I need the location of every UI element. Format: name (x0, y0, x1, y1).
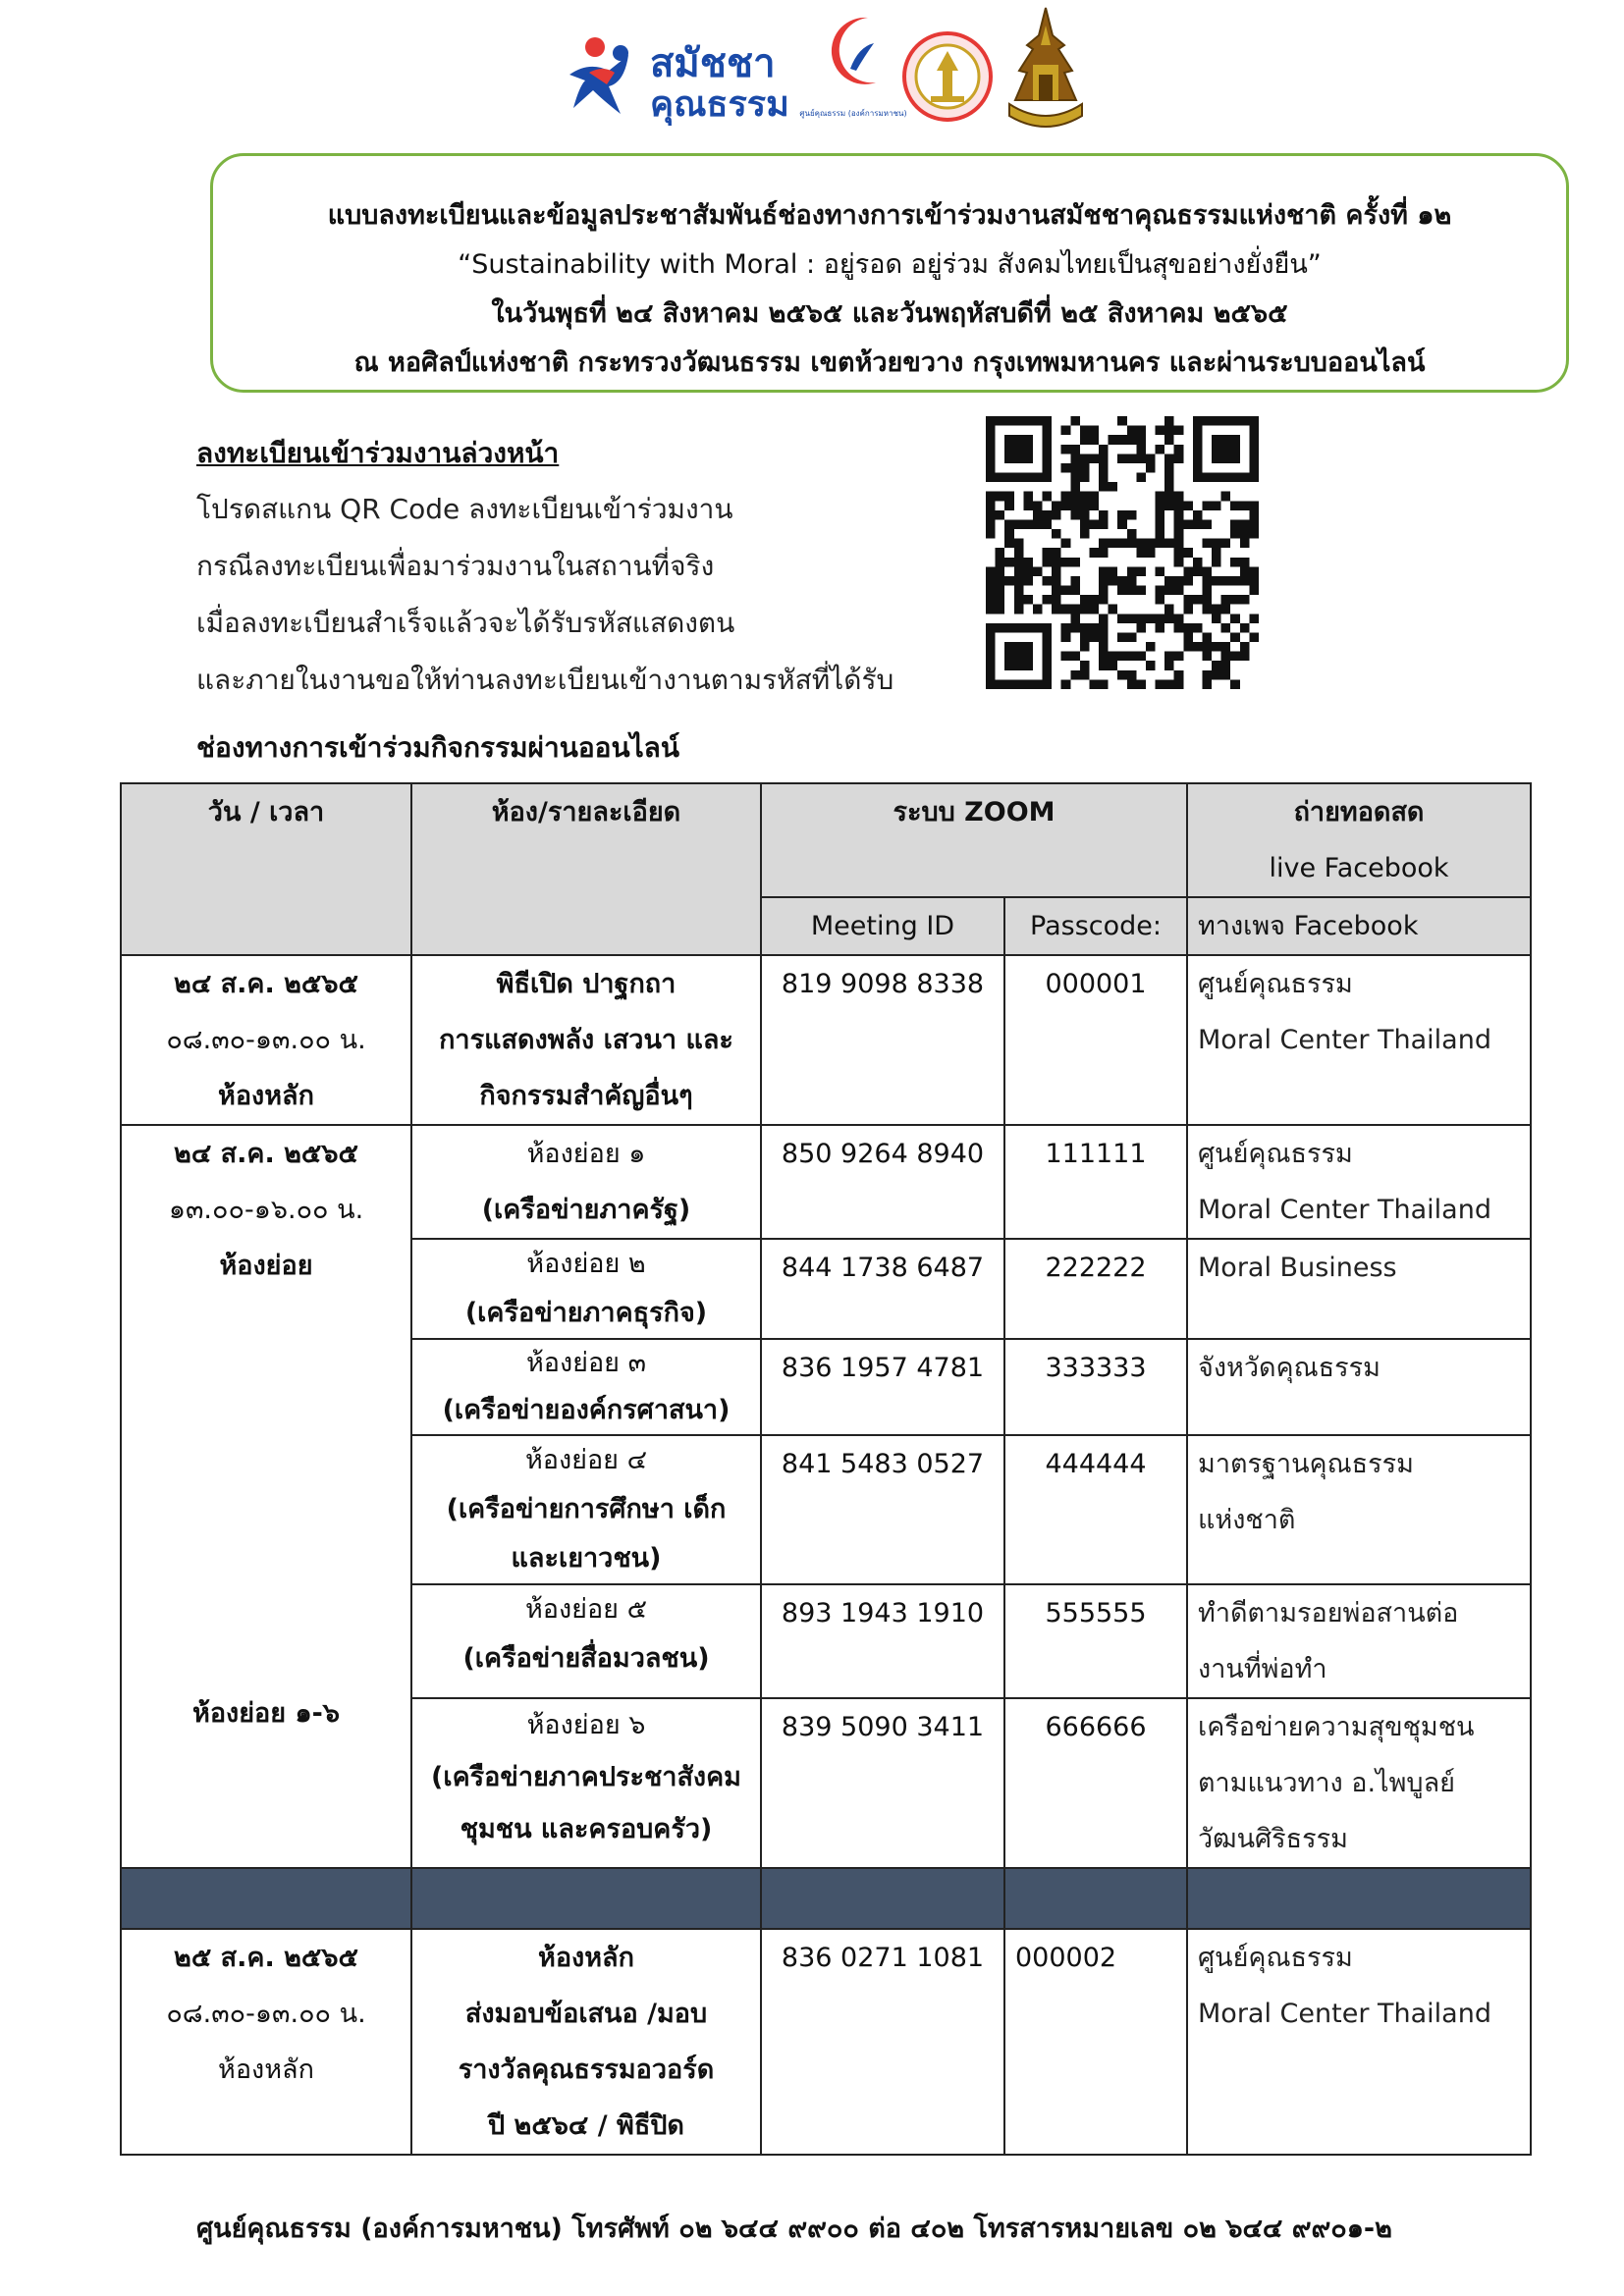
registration-line: โปรดสแกน QR Code ลงทะเบียนเข้าร่วมงาน (196, 493, 733, 525)
room-detail: (เครือข่ายการศึกษา เด็ก (446, 1494, 727, 1524)
passcode[interactable]: 000002 (1004, 1929, 1187, 2155)
room-line: การแสดงพลัง เสวนา และ (439, 1025, 733, 1055)
facebook-page-cell (1187, 1584, 1531, 1698)
table-row (121, 955, 1531, 1125)
facebook-page-link[interactable]: Moral Center Thailand (1198, 1025, 1491, 1055)
day1-sub-date: ๒๔ ส.ค. ๒๕๖๕ (174, 1139, 358, 1169)
meeting-id[interactable]: 836 1957 4781 (761, 1339, 1004, 1435)
culture-ministry-seal (901, 26, 994, 133)
room-line: กิจกรรมสำคัญอื่นๆ (479, 1081, 693, 1111)
crescent-icon (832, 18, 876, 84)
room-line: ห้องหลัก (538, 1943, 634, 1973)
facebook-page-link[interactable]: งานที่พ่อทำ (1198, 1654, 1327, 1684)
room-cell (411, 1584, 761, 1698)
moral-center-logo (799, 10, 907, 139)
facebook-page-link[interactable]: Moral Business (1198, 1253, 1397, 1283)
passcode[interactable]: 444444 (1004, 1435, 1187, 1584)
day1-sub-venue: ห้องย่อย (219, 1251, 313, 1281)
people-star-icon (569, 37, 628, 114)
day1-main-date: ๒๔ ส.ค. ๒๕๖๕ (174, 969, 358, 999)
logo-bar (560, 6, 1110, 143)
room-name: ห้องย่อย ๑ (526, 1139, 646, 1169)
samacha-logo (560, 26, 805, 124)
online-channels-title: ช่องทางการเข้าร่วมกิจกรรมผ่านออนไลน์ (196, 731, 679, 764)
room-detail: และเยาวชน) (511, 1543, 662, 1574)
room-detail: (เครือข่ายภาคประชาสังคม (431, 1762, 741, 1792)
table-row (121, 1929, 1531, 2155)
facebook-page-link[interactable]: มาตรฐานคุณธรรม (1198, 1449, 1414, 1479)
meeting-id[interactable]: 836 0271 1081 (761, 1929, 1004, 2155)
facebook-page-cell (1187, 1339, 1531, 1435)
ribbon-icon (1009, 104, 1082, 127)
meeting-id[interactable]: 839 5090 3411 (761, 1698, 1004, 1868)
header-room: ห้อง/รายละเอียด (411, 783, 761, 955)
passcode[interactable]: 333333 (1004, 1339, 1187, 1435)
room-cell (411, 1698, 761, 1868)
facebook-page-link[interactable]: ทำดีตามรอยพ่อสานต่อ (1198, 1598, 1459, 1629)
day2-date: ๒๕ ส.ค. ๒๕๖๕ (174, 1943, 358, 1973)
passcode[interactable]: 555555 (1004, 1584, 1187, 1698)
separator-cell (1187, 1868, 1531, 1929)
registration-line: และภายในงานขอให้ท่านลงทะเบียนเข้างานตามรหัสที่ได้รับ (196, 664, 894, 696)
table-separator-row (121, 1868, 1531, 1929)
registration-section (196, 426, 943, 709)
room-detail: ชุมชน และครอบครัว) (460, 1814, 713, 1844)
facebook-page-cell (1187, 955, 1531, 1125)
day2-date-cell (121, 1929, 411, 2155)
room-cell (411, 1339, 761, 1435)
facebook-page-link[interactable]: ตามแนวทาง อ.ไพบูลย์ (1198, 1768, 1455, 1798)
separator-cell (121, 1868, 411, 1929)
facebook-page-cell (1187, 1929, 1531, 2155)
passcode[interactable]: 222222 (1004, 1239, 1187, 1339)
samacha-text-2: คุณธรรม (650, 84, 789, 125)
footer-contact: ศูนย์คุณธรรม (องค์การมหาชน) โทรศัพท์ ๐๒ ๖๔๔ ๙๙๐๐ ต่อ ๔๐๒ โทรสารหมายเลข ๐๒ ๖๔๔ ๙๙๐๑-๒ (196, 2214, 1392, 2244)
table-row (121, 1125, 1531, 1239)
day1-sub-venue-range: ห้องย่อย ๑-๖ (192, 1698, 340, 1729)
day2-venue: ห้องหลัก (218, 2055, 314, 2085)
header-dates: ในวันพุธที่ ๒๔ สิงหาคม ๒๕๖๕ และวันพฤหัสบดีที่ ๒๕ สิงหาคม ๒๕๖๕ (491, 298, 1288, 329)
facebook-page-link[interactable]: เครือข่ายความสุขชุมชน (1198, 1712, 1475, 1742)
day2-room-cell (411, 1929, 761, 2155)
online-schedule-table (120, 782, 1530, 2156)
header-live (1187, 783, 1531, 897)
meeting-id[interactable]: 893 1943 1910 (761, 1584, 1004, 1698)
header-passcode: Passcode: (1004, 897, 1187, 955)
facebook-page-link[interactable]: ศูนย์คุณธรรม (1198, 1943, 1353, 1973)
facebook-page-link[interactable]: แห่งชาติ (1198, 1505, 1296, 1535)
header-live-sub: live Facebook (1269, 853, 1449, 883)
day1-main-date-cell (121, 955, 411, 1125)
registration-title: ลงทะเบียนเข้าร่วมงานล่วงหน้า (196, 437, 560, 469)
day1-main-time: ๐๘.๓๐-๑๓.๐๐ น. (166, 1025, 366, 1055)
passcode[interactable]: 111111 (1004, 1125, 1187, 1239)
room-name: ห้องย่อย ๒ (526, 1249, 646, 1279)
room-line: รางวัลคุณธรรมอวอร์ด (458, 2055, 715, 2085)
facebook-page-cell (1187, 1239, 1531, 1339)
samacha-text-1: สมัชชา (650, 41, 776, 86)
registration-line: เมื่อลงทะเบียนสำเร็จแล้วจะได้รับรหัสแสดงตน (196, 607, 735, 639)
meeting-id[interactable]: 841 5483 0527 (761, 1435, 1004, 1584)
moral-center-mark-text: ศูนย์คุณธรรม (องค์การมหาชน) (799, 109, 907, 118)
header-title: แบบลงทะเบียนและข้อมูลประชาสัมพันธ์ช่องทางการเข้าร่วมงานสมัชชาคุณธรรมแห่งชาติ ครั้งที่ ๑๒ (327, 200, 1452, 231)
room-line: ปี ๒๕๖๔ / พิธีปิด (488, 2110, 684, 2141)
facebook-page-cell (1187, 1435, 1531, 1584)
facebook-page-link[interactable]: จังหวัดคุณธรรม (1198, 1353, 1380, 1383)
passcode[interactable]: 000001 (1004, 955, 1187, 1125)
separator-cell (1004, 1868, 1187, 1929)
separator-cell (411, 1868, 761, 1929)
facebook-page-link[interactable]: ศูนย์คุณธรรม (1198, 969, 1353, 999)
meeting-id[interactable]: 819 9098 8338 (761, 955, 1004, 1125)
facebook-page-cell (1187, 1125, 1531, 1239)
room-line: พิธีเปิด ปาฐกถา (496, 969, 677, 999)
room-detail: (เครือข่ายภาคธุรกิจ) (464, 1298, 708, 1328)
room-detail: (เครือข่ายสื่อมวลชน) (462, 1643, 710, 1674)
meeting-id[interactable]: 850 9264 8940 (761, 1125, 1004, 1239)
header-facebook-page: ทางเพจ Facebook (1187, 897, 1531, 955)
day1-sub-time: ๑๓.๐๐-๑๖.๐๐ น. (168, 1195, 364, 1225)
room-name: ห้องย่อย ๕ (524, 1594, 648, 1625)
leaf-icon (850, 43, 874, 71)
facebook-page-link[interactable]: วัฒนศิริธรรม (1198, 1824, 1348, 1854)
facebook-page-cell (1187, 1698, 1531, 1868)
header-theme: “Sustainability with Moral : อยู่รอด อยู่ร่วม สังคมไทยเป็นสุขอย่างยั่งยืน” (458, 249, 1322, 280)
room-cell (411, 1239, 761, 1339)
meeting-id[interactable]: 844 1738 6487 (761, 1239, 1004, 1339)
facebook-page-link[interactable]: Moral Center Thailand (1198, 1195, 1491, 1225)
room-cell (411, 1125, 761, 1239)
room-cell (411, 1435, 761, 1584)
header-venue: ณ หอศิลป์แห่งชาติ กระทรวงวัฒนธรรม เขตห้วยขวาง กรุงเทพมหานคร และผ่านระบบออนไลน์ (353, 347, 1426, 378)
facebook-page-link[interactable]: ศูนย์คุณธรรม (1198, 1139, 1353, 1169)
header-date-time: วัน / เวลา (121, 783, 411, 955)
room-name: ห้องย่อย ๓ (525, 1348, 647, 1378)
registration-qr-code[interactable] (986, 416, 1259, 689)
facebook-page-link[interactable]: Moral Center Thailand (1198, 1999, 1491, 2029)
header-live-label: ถ่ายทอดสด (1293, 797, 1425, 828)
room-detail: (เครือข่ายภาครัฐ) (481, 1195, 691, 1225)
room-line: ส่งมอบข้อเสนอ /มอบ (464, 1999, 708, 2029)
separator-cell (761, 1868, 1004, 1929)
room-detail: (เครือข่ายองค์กรศาสนา) (442, 1395, 731, 1425)
room-name: ห้องย่อย ๖ (526, 1710, 646, 1740)
day1-main-venue: ห้องหลัก (218, 1081, 314, 1111)
header-zoom: ระบบ ZOOM (761, 783, 1187, 897)
event-header-box (210, 153, 1569, 393)
day1-sub-date-cell (121, 1125, 411, 1868)
day1-main-room-cell (411, 955, 761, 1125)
day2-time: ๐๘.๓๐-๑๓.๐๐ น. (166, 1999, 366, 2029)
header-meeting-id: Meeting ID (761, 897, 1004, 955)
temple-logo (1003, 6, 1088, 139)
passcode[interactable]: 666666 (1004, 1698, 1187, 1868)
registration-line: กรณีลงทะเบียนเพื่อมาร่วมงานในสถานที่จริง (196, 550, 715, 582)
room-name: ห้องย่อย ๔ (524, 1445, 648, 1475)
